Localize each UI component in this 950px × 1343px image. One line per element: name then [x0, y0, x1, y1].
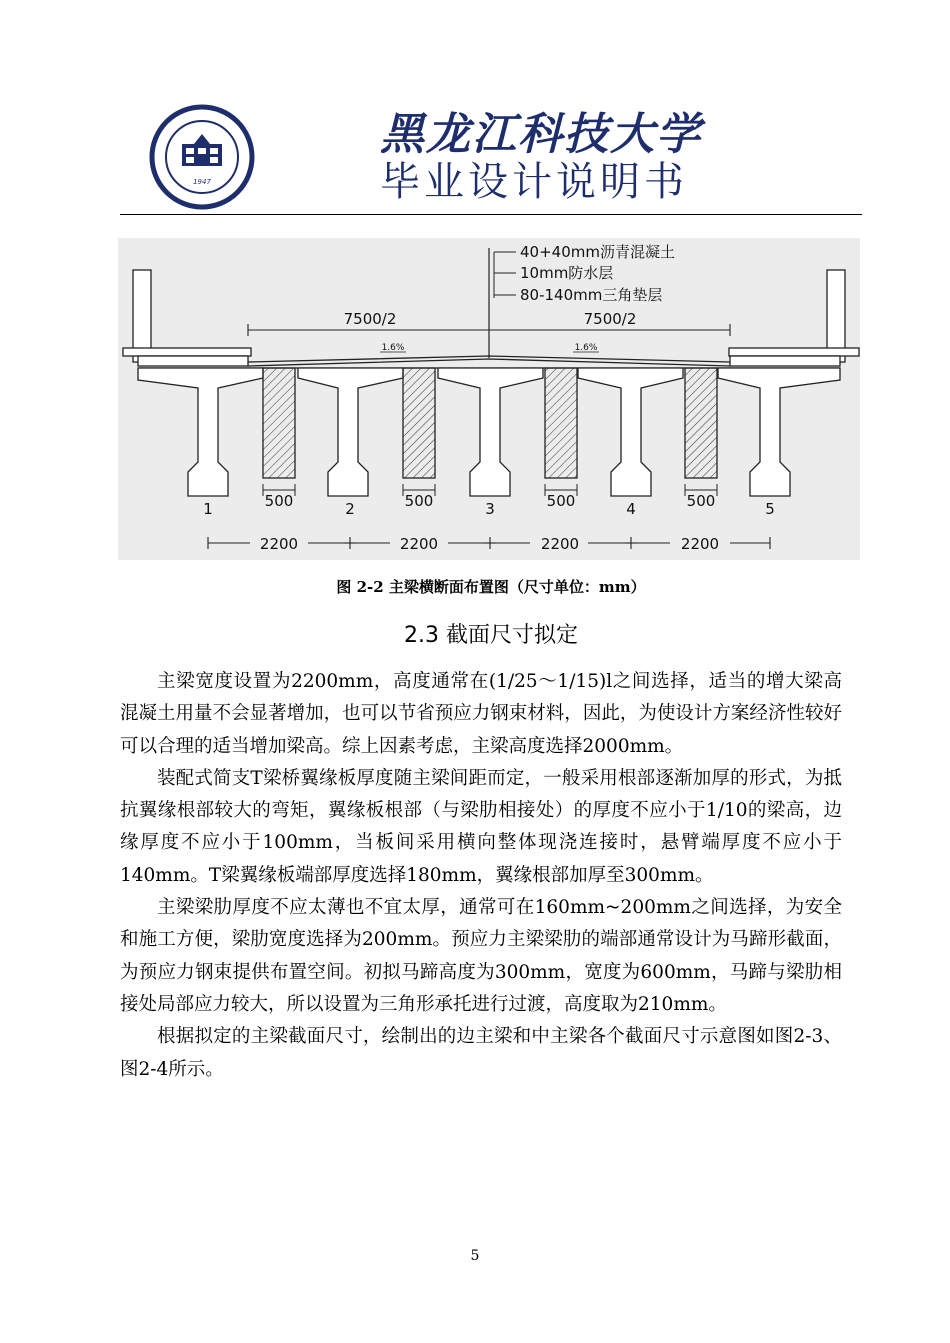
seal-year: 1947 — [193, 178, 211, 186]
paragraph-4: 根据拟定的主梁截面尺寸，绘制出的边主梁和中主梁各个截面尺寸示意图如图2-3、图2-4所示。 — [120, 1026, 842, 1080]
slope-label-left: 1.6% — [381, 343, 405, 353]
joint-width-1: 500 — [264, 492, 294, 510]
header-rule — [120, 214, 862, 215]
layer-label-asphalt: 40+40mm沥青混凝土 — [520, 243, 675, 261]
document-title: 毕业设计说明书 — [380, 159, 688, 205]
joint-width-2: 500 — [404, 492, 434, 510]
university-seal — [146, 102, 368, 212]
cross-section-figure — [118, 238, 860, 560]
body-text — [120, 666, 842, 1086]
section-title: 2.3 截面尺寸拟定 — [404, 623, 578, 648]
joint-width-3: 500 — [546, 492, 576, 510]
spacing-label-3: 2200 — [540, 535, 580, 553]
spacing-label-2: 2200 — [399, 535, 439, 553]
layer-label-waterproof: 10mm防水层 — [520, 264, 614, 282]
beam-number-2: 2 — [345, 500, 355, 518]
beam-number-4: 4 — [626, 500, 636, 518]
beam-number-1: 1 — [203, 500, 213, 518]
slope-label-right: 1.6% — [574, 343, 598, 353]
school-name: 黑龙江科技大学 — [380, 109, 702, 160]
beam-number-5: 5 — [765, 500, 775, 518]
layer-label-leveling: 80-140mm三角垫层 — [520, 286, 663, 304]
joint-width-4: 500 — [686, 492, 716, 510]
page-number: 5 — [470, 1248, 480, 1264]
spacing-label-4: 2200 — [680, 535, 720, 553]
half-width-label-right: 7500/2 — [583, 310, 637, 328]
paragraph-1: 主梁宽度设置为2200mm，高度通常在(1/25～1/15)l之间选择，适当的增大梁高混凝土用量不会显著增加，也可以节省预应力钢束材料，因此，为使设计方案经济性较好可以合理的适当增加梁高。综上因素考虑，主梁高度选择2000mm。 — [120, 671, 842, 757]
paragraph-3: 主梁梁肋厚度不应太薄也不宜太厚，通常可在160mm~200mm之间选择，为安全和施工方便，梁肋宽度选择为200mm。预应力主梁梁肋的端部通常设计为马蹄形截面，为预应力钢束提供布置空间。初拟马蹄高度为300mm，宽度为600mm，马蹄与梁肋相接处局部应力较大，所以设置为三角形承托进行过渡，高度取为210mm。 — [120, 897, 842, 1015]
half-width-label-left: 7500/2 — [343, 310, 397, 328]
spacing-label-1: 2200 — [259, 535, 299, 553]
paragraph-2: 装配式简支T梁桥翼缘板厚度随主梁间距而定，一般采用根部逐渐加厚的形式，为抵抗翼缘根部较大的弯矩，翼缘板根部（与梁肋相接处）的厚度不应小于1/10的梁高，边缘厚度不应小于100mm，当板间采用横向整体现浇连接时，悬臂端厚度不应小于140mm。T梁翼缘板端部厚度选择180mm，翼缘根部加厚至300mm。 — [120, 767, 842, 886]
beam-number-3: 3 — [485, 500, 495, 518]
figure-caption: 图 2-2 主梁横断面布置图（尺寸单位：mm） — [336, 578, 646, 596]
